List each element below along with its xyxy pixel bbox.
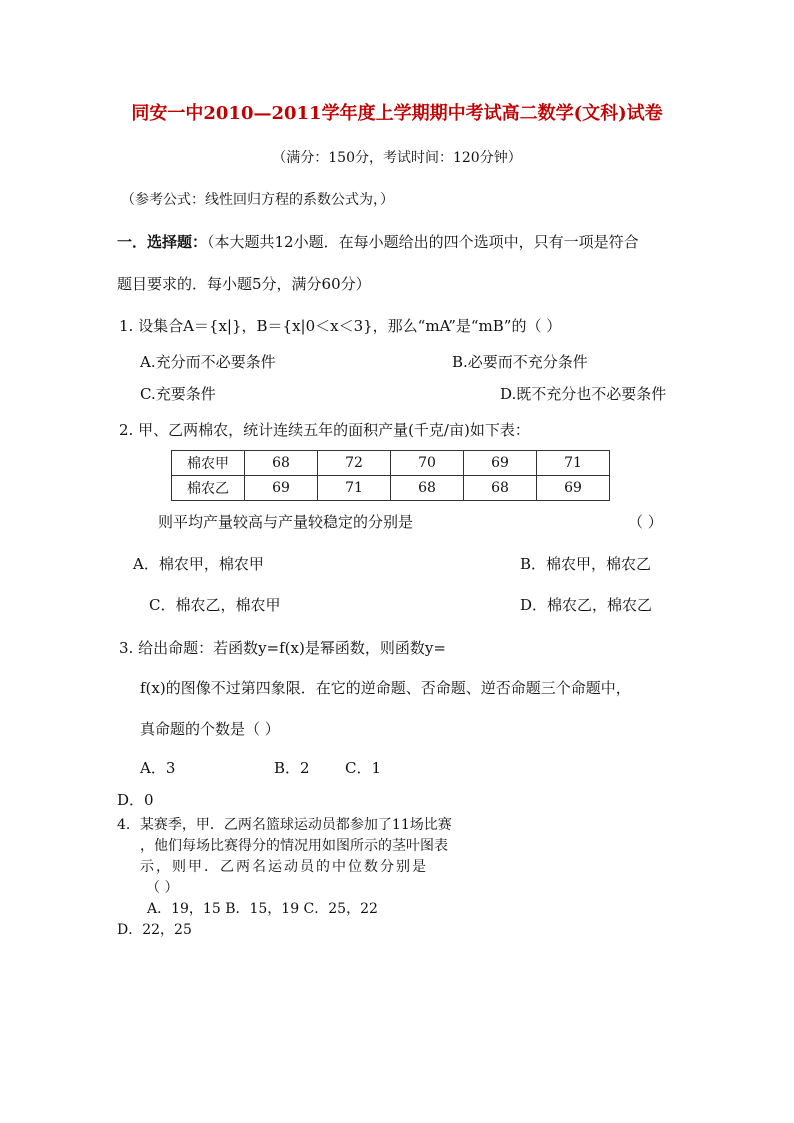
q1-option-c: C.充要条件 — [140, 385, 216, 403]
q3-option-d: D．0 — [117, 791, 154, 809]
table-cell: 69 — [245, 476, 318, 501]
q4-line3: 示，则甲．乙两名运动员的中位数分别是 — [140, 859, 428, 875]
q4-option-d: D．22，25 — [117, 922, 192, 938]
section-heading-line1 — [117, 232, 639, 252]
q1-option-a: A.充分而不必要条件 — [140, 353, 276, 371]
table-cell: 72 — [318, 451, 391, 476]
q3-line3: 真命题的个数是（ ） — [140, 720, 280, 738]
table-cell: 71 — [537, 451, 610, 476]
page-title: 同安一中2010—2011学年度上学期期中考试高二数学(文科)试卷 — [131, 103, 663, 124]
q2-option-d: D．棉农乙，棉农乙 — [520, 596, 653, 614]
q1-option-d: D.既不充分也不必要条件 — [500, 385, 667, 403]
q3-option-b: B．2 — [274, 759, 310, 777]
q2-option-b: B．棉农甲，棉农乙 — [520, 555, 652, 573]
q4-options: A．19，15 B．15，19 C．25，22 — [147, 901, 378, 917]
table-row — [172, 476, 610, 501]
section-intro: （本大题共12小题．在每小题给出的四个选项中，只有一项是符合 — [207, 233, 639, 251]
table-cell: 68 — [245, 451, 318, 476]
q3-option-a: A．3 — [140, 759, 176, 777]
section-heading: 一．选择题： — [117, 233, 208, 251]
row-label: 棉农乙 — [172, 476, 245, 501]
q2-stem: 2. 甲、乙两棉农，统计连续五年的面积产量(千克/亩)如下表： — [119, 421, 530, 439]
table-cell: 69 — [537, 476, 610, 501]
row-label: 棉农甲 — [172, 451, 245, 476]
q3-option-c: C．1 — [345, 759, 382, 777]
table-cell: 69 — [464, 451, 537, 476]
reference-formula: （参考公式：线性回归方程的系数公式为，） — [121, 192, 394, 208]
table-cell: 70 — [391, 451, 464, 476]
q4-line1: 4．某赛季，甲．乙两名篮球运动员都参加了11场比赛 — [117, 817, 452, 833]
table-cell: 68 — [391, 476, 464, 501]
exam-info: （满分：150分，考试时间：120分钟） — [272, 150, 522, 166]
q1-stem: 1. 设集合A＝{x|}，B＝{x|0＜x＜3}，那么“mA”是“mB”的（ ） — [119, 317, 562, 335]
q3-line2: f(x)的图像不过第四象限．在它的逆命题、否命题、逆否命题三个命题中， — [140, 679, 631, 697]
q4-line2: ，他们每场比赛得分的情况用如图所示的茎叶图表 — [140, 838, 448, 854]
q2-question: 则平均产量较高与产量较稳定的分别是 — [158, 513, 414, 531]
q4-line4: （ ） — [146, 880, 179, 896]
table-cell: 68 — [464, 476, 537, 501]
q3-line1: 3. 给出命题：若函数y=f(x)是幂函数，则函数y= — [119, 639, 446, 657]
q2-answer-paren: （ ） — [628, 513, 663, 531]
section-intro-line2: 题目要求的．每小题5分，满分60分） — [117, 275, 371, 293]
q1-option-b: B.必要而不充分条件 — [452, 353, 588, 371]
yield-table — [171, 450, 610, 501]
table-cell: 71 — [318, 476, 391, 501]
q2-option-a: A．棉农甲，棉农甲 — [133, 555, 264, 573]
table-row — [172, 451, 610, 476]
q2-option-c: C．棉农乙，棉农甲 — [149, 596, 281, 614]
